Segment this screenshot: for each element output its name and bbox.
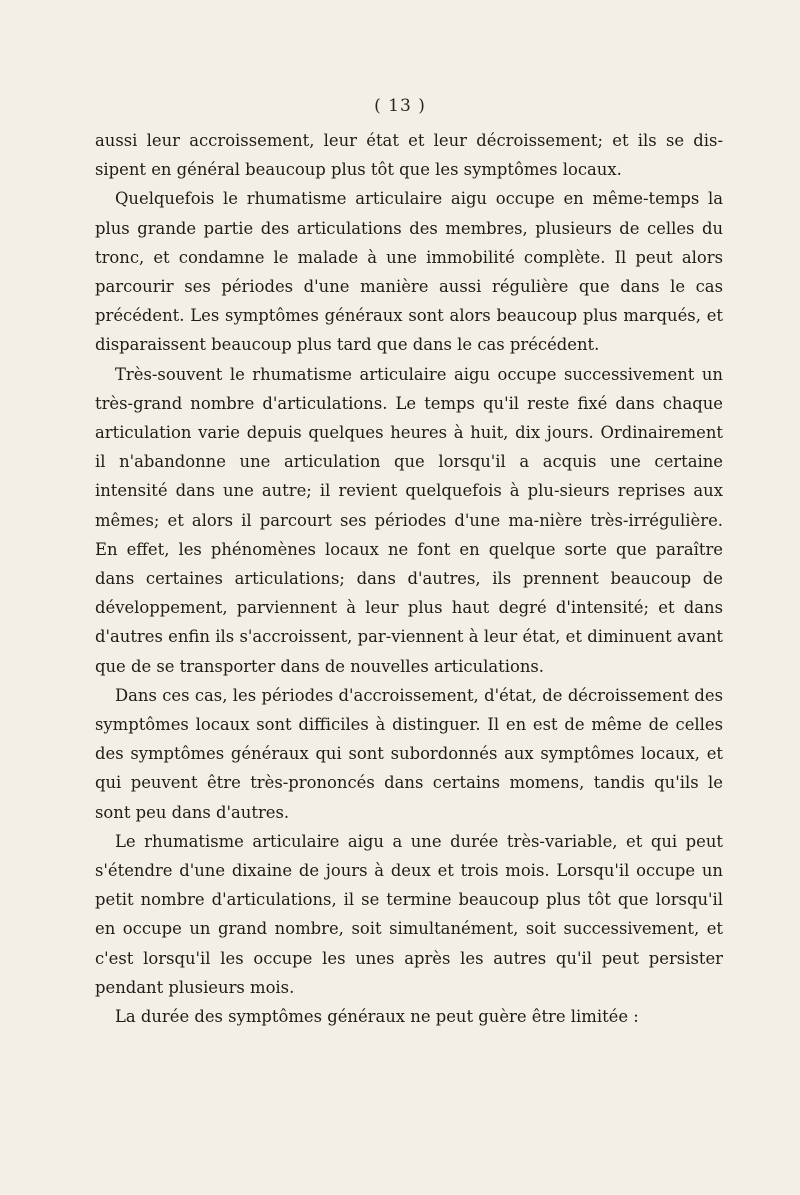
paragraph-6: La durée des symptômes généraux ne peut guère être limitée : (115, 1007, 639, 1027)
paragraph-4: Dans ces cas, les périodes d'accroissement, d'état, de décroissement des symptômes locaux sont difficiles à distinguer. Il en est de même de celles des symptômes généraux qui sont subordonnés aux symptômes locaux, et qui peuvent être très-prononcés dans certains momens, tandis qu'ils le sont peu dans d'autres. (95, 685, 723, 822)
page-number: ( 13 ) (374, 96, 426, 116)
body-text (95, 126, 723, 1031)
paragraph-1: aussi leur accroissement, leur état et leur décroissement; et ils se dis-sipent en général beaucoup plus tôt que les symptômes locaux. (95, 131, 723, 180)
paragraph-3: Très-souvent le rhumatisme articulaire aigu occupe successivement un très-grand nombre d'articulations. Le temps qu'il reste fixé dans chaque articulation varie depuis quelques heures à huit, dix jours. Ordinairement il n'abandonne une articulation que lorsqu'il a acquis une certaine intensité dans une autre; il revient quelquefois à plu-sieurs reprises aux mêmes; et alors il parcourt ses périodes d'une ma-nière très-irrégulière. En effet, les phénomènes locaux ne font en quelque sorte que paraître dans certaines articulations; dans d'autres, ils prennent beaucoup de développement, parviennent à leur plus haut degré d'intensité; et dans d'autres enfin ils s'accroissent, par-viennent à leur état, et diminuent avant que de se transporter dans de nouvelles articulations. (95, 364, 723, 676)
paragraph-2: Quelquefois le rhumatisme articulaire aigu occupe en même-temps la plus grande partie des articulations des membres, plusieurs de celles du tronc, et condamne le malade à une immobilité complète. Il peut alors parcourir ses périodes d'une manière aussi régulière que dans le cas précédent. Les symptômes généraux sont alors beaucoup plus marqués, et disparaissent beaucoup plus tard que dans le cas précédent. (95, 189, 723, 355)
paragraph-5: Le rhumatisme articulaire aigu a une durée très-variable, et qui peut s'étendre d'une dixaine de jours à deux et trois mois. Lorsqu'il occupe un petit nombre d'articulations, il se termine beaucoup plus tôt que lorsqu'il en occupe un grand nombre, soit simultanément, soit successivement, et c'est lorsqu'il les occupe les unes après les autres qu'il peut persister pendant plusieurs mois. (95, 831, 723, 997)
